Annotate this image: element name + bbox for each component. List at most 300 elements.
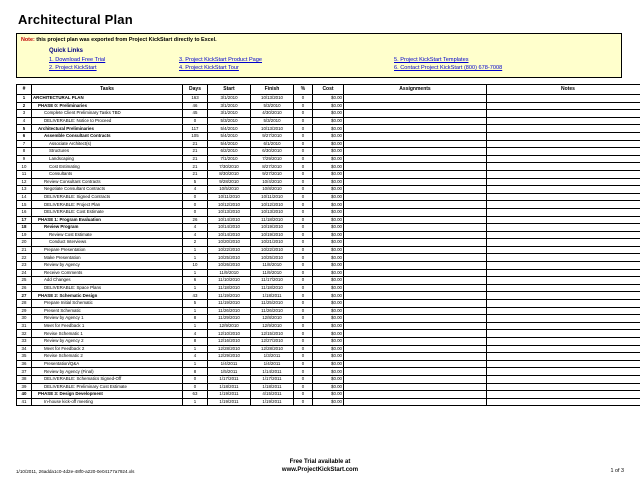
cell-notes (487, 193, 640, 201)
cell-days: 0 (183, 375, 208, 383)
cell-num: 5 (17, 125, 32, 133)
table-row[interactable] (17, 216, 640, 224)
cell-assignments (344, 231, 487, 239)
table-row[interactable] (17, 224, 640, 232)
cell-num: 18 (17, 224, 32, 232)
cell-notes (487, 262, 640, 270)
cell-days: 2 (183, 239, 208, 247)
footer-file-info: 1/10/2011, 26adda1c0-4d2e-48f0-a220-0e04177a7924.xls (16, 469, 135, 474)
cell-cost: $0.00 (313, 231, 344, 239)
cell-task: Landscaping (32, 155, 183, 163)
cell-assignments (344, 254, 487, 262)
table-row[interactable] (17, 239, 640, 247)
cell-finish: 11/18/2010 (251, 216, 294, 224)
cell-cost: $0.00 (313, 338, 344, 346)
cell-start: 10/14/2010 (208, 231, 251, 239)
cell-start: 7/30/2010 (208, 163, 251, 171)
cell-days: 26 (183, 216, 208, 224)
header-assignments: Assignments (344, 85, 487, 95)
cell-start: 7/1/2010 (208, 155, 251, 163)
cell-notes (487, 239, 640, 247)
cell-task: ARCHITECTURAL PLAN (32, 95, 183, 103)
cell-task: Receive Comments (32, 269, 183, 277)
cell-percent: 0 (294, 140, 313, 148)
cell-task: Review by Agency 1 (32, 315, 183, 323)
cell-percent: 0 (294, 307, 313, 315)
cell-percent: 0 (294, 239, 313, 247)
cell-assignments (344, 269, 487, 277)
cell-start: 11/19/2010 (208, 300, 251, 308)
cell-days: 8 (183, 338, 208, 346)
footer-promo-url: www.ProjectKickStart.com (281, 467, 359, 473)
header-notes: Notes (487, 85, 640, 95)
table-row[interactable] (17, 375, 640, 383)
cell-start: 3/1/2010 (208, 102, 251, 110)
cell-days: 1 (183, 307, 208, 315)
cell-assignments (344, 117, 487, 125)
cell-start: 10/13/2010 (208, 208, 251, 216)
cell-task: Negotiate Consultant Contracts (32, 186, 183, 194)
cell-days: 21 (183, 140, 208, 148)
cell-num: 24 (17, 269, 32, 277)
cell-start: 9/28/2010 (208, 178, 251, 186)
table-row[interactable] (17, 315, 640, 323)
cell-assignments (344, 262, 487, 270)
cell-finish: 10/19/2010 (251, 224, 294, 232)
cell-assignments (344, 239, 487, 247)
cell-cost: $0.00 (313, 208, 344, 216)
cell-num: 9 (17, 155, 32, 163)
cell-assignments (344, 330, 487, 338)
cell-notes (487, 132, 640, 140)
cell-num: 1 (17, 95, 32, 103)
cell-assignments (344, 284, 487, 292)
cell-start: 11/19/2010 (208, 292, 251, 300)
cell-start: 10/22/2010 (208, 246, 251, 254)
cell-cost: $0.00 (313, 95, 344, 103)
cell-days: 21 (183, 148, 208, 156)
cell-task: Meet for Feedback 2 (32, 345, 183, 353)
cell-task: PHASE 1: Program Evaluation (32, 216, 183, 224)
cell-cost: $0.00 (313, 315, 344, 323)
table-row[interactable] (17, 95, 640, 103)
cell-start: 11/26/2010 (208, 307, 251, 315)
cell-percent: 0 (294, 110, 313, 118)
cell-assignments (344, 391, 487, 399)
cell-percent: 0 (294, 178, 313, 186)
cell-task: Complete Client Preliminary Tasks TBD (32, 110, 183, 118)
cell-notes (487, 216, 640, 224)
cell-finish: 10/13/2010 (251, 95, 294, 103)
cell-finish: 5/3/2010 (251, 102, 294, 110)
cell-cost: $0.00 (313, 155, 344, 163)
cell-finish: 10/19/2010 (251, 231, 294, 239)
table-row[interactable] (17, 132, 640, 140)
cell-finish: 1/4/2011 (251, 360, 294, 368)
cell-task: Review Consultant Contracts (32, 178, 183, 186)
cell-days: 4 (183, 231, 208, 239)
table-row[interactable] (17, 110, 640, 118)
table-row[interactable] (17, 117, 640, 125)
cell-finish: 10/22/2010 (251, 246, 294, 254)
cell-assignments (344, 375, 487, 383)
cell-start: 11/29/2010 (208, 315, 251, 323)
cell-days: 4 (183, 224, 208, 232)
cell-task: Review by Agency (Final) (32, 368, 183, 376)
table-row[interactable] (17, 277, 640, 285)
cell-finish: 1/18/2011 (251, 383, 294, 391)
table-row[interactable] (17, 193, 640, 201)
cell-assignments (344, 193, 487, 201)
cell-cost: $0.00 (313, 178, 344, 186)
cell-task: Prepare Initial Schematic (32, 300, 183, 308)
cell-finish: 11/8/2010 (251, 262, 294, 270)
cell-assignments (344, 102, 487, 110)
cell-percent: 0 (294, 300, 313, 308)
cell-days: 43 (183, 292, 208, 300)
cell-notes (487, 170, 640, 178)
cell-assignments (344, 148, 487, 156)
cell-num: 37 (17, 368, 32, 376)
cell-days: 1 (183, 322, 208, 330)
cell-start: 1/5/2011 (208, 368, 251, 376)
cell-assignments (344, 186, 487, 194)
table-row[interactable] (17, 383, 640, 391)
cell-notes (487, 338, 640, 346)
link-product-page[interactable]: 3. Project KickStart Product Page (179, 57, 263, 63)
cell-finish: 1/3/2011 (251, 353, 294, 361)
cell-start: 12/29/2010 (208, 353, 251, 361)
cell-task: Associate Architect(s) (32, 140, 183, 148)
cell-days: 4 (183, 330, 208, 338)
footer-promo-line1: Free Trial available at (289, 459, 351, 465)
cell-percent: 0 (294, 315, 313, 323)
link-download-free-trial[interactable]: 1. Download Free Trial (49, 57, 106, 63)
table-row[interactable] (17, 300, 640, 308)
cell-num: 22 (17, 254, 32, 262)
cell-finish: 10/21/2010 (251, 239, 294, 247)
cell-num: 13 (17, 186, 32, 194)
cell-start: 3/1/2010 (208, 95, 251, 103)
cell-cost: $0.00 (313, 117, 344, 125)
table-row[interactable] (17, 322, 640, 330)
cell-percent: 0 (294, 368, 313, 376)
note-prefix: Note: (21, 37, 35, 43)
cell-assignments (344, 246, 487, 254)
cell-assignments (344, 353, 487, 361)
cell-num: 28 (17, 300, 32, 308)
cell-start: 12/28/2010 (208, 345, 251, 353)
cell-finish: 10/4/2010 (251, 178, 294, 186)
cell-notes (487, 102, 640, 110)
cell-cost: $0.00 (313, 102, 344, 110)
cell-percent: 0 (294, 391, 313, 399)
table-row[interactable] (17, 307, 640, 315)
cell-notes (487, 178, 640, 186)
cell-assignments (344, 322, 487, 330)
cell-task: Present Schematic (32, 307, 183, 315)
cell-cost: $0.00 (313, 284, 344, 292)
cell-notes (487, 398, 640, 406)
cell-days: 21 (183, 170, 208, 178)
table-row[interactable] (17, 284, 640, 292)
cell-percent: 0 (294, 193, 313, 201)
cell-notes (487, 322, 640, 330)
table-row[interactable] (17, 148, 640, 156)
link-templates[interactable]: 5. Project KickStart Templates (394, 57, 469, 63)
cell-notes (487, 254, 640, 262)
cell-num: 20 (17, 239, 32, 247)
cell-finish: 5/3/2010 (251, 117, 294, 125)
cell-finish: 12/9/2010 (251, 322, 294, 330)
cell-cost: $0.00 (313, 132, 344, 140)
cell-days: 45 (183, 110, 208, 118)
cell-assignments (344, 345, 487, 353)
table-row[interactable] (17, 398, 640, 406)
cell-percent: 0 (294, 330, 313, 338)
cell-num: 36 (17, 360, 32, 368)
cell-start: 11/9/2010 (208, 269, 251, 277)
cell-start: 10/5/2010 (208, 186, 251, 194)
cell-notes (487, 391, 640, 399)
cell-task: DELIVERABLE: Notice to Proceed (32, 117, 183, 125)
cell-assignments (344, 155, 487, 163)
cell-percent: 0 (294, 170, 313, 178)
cell-days: 1 (183, 246, 208, 254)
cell-task: DELIVERABLE: Space Plans (32, 284, 183, 292)
cell-num: 17 (17, 216, 32, 224)
cell-percent: 0 (294, 224, 313, 232)
cell-days: 4 (183, 353, 208, 361)
cell-num: 31 (17, 322, 32, 330)
cell-notes (487, 360, 640, 368)
cell-finish: 6/30/2010 (251, 148, 294, 156)
cell-num: 23 (17, 262, 32, 270)
cell-num: 6 (17, 132, 32, 140)
cell-notes (487, 307, 640, 315)
cell-notes (487, 300, 640, 308)
cell-start: 8/30/2010 (208, 170, 251, 178)
cell-finish: 10/25/2010 (251, 254, 294, 262)
link-tour[interactable]: 4. Project KickStart Tour (179, 65, 239, 71)
cell-cost: $0.00 (313, 140, 344, 148)
cell-notes (487, 277, 640, 285)
cell-cost: $0.00 (313, 322, 344, 330)
cell-start: 12/9/2010 (208, 322, 251, 330)
cell-cost: $0.00 (313, 398, 344, 406)
cell-finish: 11/9/2010 (251, 269, 294, 277)
cell-assignments (344, 277, 487, 285)
cell-task: PHASE 3: Design Development (32, 391, 183, 399)
cell-num: 39 (17, 383, 32, 391)
header-percent: % (294, 85, 313, 95)
cell-cost: $0.00 (313, 254, 344, 262)
cell-percent: 0 (294, 231, 313, 239)
cell-percent: 0 (294, 277, 313, 285)
cell-start: 10/14/2010 (208, 216, 251, 224)
cell-start: 5/4/2010 (208, 125, 251, 133)
cell-assignments (344, 300, 487, 308)
table-body (17, 95, 640, 406)
table-row[interactable] (17, 330, 640, 338)
table-row[interactable] (17, 269, 640, 277)
cell-cost: $0.00 (313, 307, 344, 315)
cell-num: 41 (17, 398, 32, 406)
cell-cost: $0.00 (313, 345, 344, 353)
cell-days: 1 (183, 254, 208, 262)
link-project-kickstart[interactable]: 2. Project KickStart (49, 65, 97, 71)
cell-cost: $0.00 (313, 300, 344, 308)
cell-percent: 0 (294, 95, 313, 103)
cell-cost: $0.00 (313, 170, 344, 178)
cell-assignments (344, 224, 487, 232)
cell-days: 0 (183, 117, 208, 125)
cell-start: 5/4/2010 (208, 140, 251, 148)
table-row[interactable] (17, 125, 640, 133)
cell-num: 19 (17, 231, 32, 239)
cell-percent: 0 (294, 262, 313, 270)
cell-num: 10 (17, 163, 32, 171)
cell-start: 1/18/2011 (208, 383, 251, 391)
cell-assignments (344, 208, 487, 216)
cell-cost: $0.00 (313, 193, 344, 201)
cell-percent: 0 (294, 345, 313, 353)
table-row[interactable] (17, 345, 640, 353)
cell-notes (487, 224, 640, 232)
cell-task: DELIVERABLE: Signed Contracts (32, 193, 183, 201)
table-row[interactable] (17, 231, 640, 239)
cell-start: 10/14/2010 (208, 224, 251, 232)
cell-start: 6/2/2010 (208, 148, 251, 156)
cell-finish: 1/18/2011 (251, 292, 294, 300)
cell-finish: 11/18/2010 (251, 284, 294, 292)
cell-cost: $0.00 (313, 383, 344, 391)
cell-task: DELIVERABLE: Project Plan (32, 201, 183, 209)
cell-cost: $0.00 (313, 375, 344, 383)
cell-finish: 4/15/2011 (251, 391, 294, 399)
table-row[interactable] (17, 201, 640, 209)
cell-task: Add Changes (32, 277, 183, 285)
table-row[interactable] (17, 338, 640, 346)
table-row[interactable] (17, 391, 640, 399)
cell-num: 4 (17, 117, 32, 125)
cell-start: 12/16/2010 (208, 338, 251, 346)
cell-finish: 6/1/2010 (251, 140, 294, 148)
cell-percent: 0 (294, 148, 313, 156)
header-days: Days (183, 85, 208, 95)
cell-finish: 12/15/2010 (251, 330, 294, 338)
footer-promo (16, 458, 624, 474)
cell-notes (487, 140, 640, 148)
cell-cost: $0.00 (313, 391, 344, 399)
table-row[interactable] (17, 368, 640, 376)
table-header-row (17, 85, 640, 95)
cell-start: 10/26/2010 (208, 262, 251, 270)
cell-start: 5/4/2010 (208, 132, 251, 140)
cell-percent: 0 (294, 102, 313, 110)
cell-finish: 9/27/2010 (251, 170, 294, 178)
cell-finish: 10/13/2010 (251, 208, 294, 216)
cell-assignments (344, 132, 487, 140)
link-contact[interactable]: 6. Contact Project KickStart (800) 678-7008 (394, 65, 503, 71)
cell-notes (487, 375, 640, 383)
cell-percent: 0 (294, 375, 313, 383)
cell-finish: 8/27/2010 (251, 163, 294, 171)
cell-percent: 0 (294, 163, 313, 171)
cell-assignments (344, 163, 487, 171)
cell-percent: 0 (294, 284, 313, 292)
table-row[interactable] (17, 353, 640, 361)
cell-task: Assemble Consultant Contracts (32, 132, 183, 140)
table-row[interactable] (17, 163, 640, 171)
cell-cost: $0.00 (313, 216, 344, 224)
cell-finish: 1/19/2011 (251, 398, 294, 406)
table-row[interactable] (17, 262, 640, 270)
footer-page-number: 1 of 3 (610, 468, 624, 474)
cell-notes (487, 95, 640, 103)
cell-days: 1 (183, 398, 208, 406)
cell-days: 21 (183, 163, 208, 171)
table-row[interactable] (17, 246, 640, 254)
cell-notes (487, 110, 640, 118)
cell-percent: 0 (294, 338, 313, 346)
cell-finish: 10/12/2010 (251, 201, 294, 209)
table-row[interactable] (17, 254, 640, 262)
table-row[interactable] (17, 292, 640, 300)
cell-num: 25 (17, 277, 32, 285)
cell-finish: 12/28/2010 (251, 345, 294, 353)
cell-task: Revise Schematic 1 (32, 330, 183, 338)
cell-task: Meet for Feedback 1 (32, 322, 183, 330)
quick-links (49, 56, 617, 72)
cell-days: 1 (183, 284, 208, 292)
table-row[interactable] (17, 178, 640, 186)
cell-start: 1/19/2011 (208, 398, 251, 406)
cell-num: 32 (17, 330, 32, 338)
cell-task: Conduct Interviews (32, 239, 183, 247)
cell-task: Presentation/Q&A (32, 360, 183, 368)
cell-days: 21 (183, 155, 208, 163)
cell-start: 11/10/2010 (208, 277, 251, 285)
cell-num: 27 (17, 292, 32, 300)
cell-task: PHASE 2: Schematic Design (32, 292, 183, 300)
table-row[interactable] (17, 186, 640, 194)
cell-notes (487, 208, 640, 216)
cell-finish: 1/14/2011 (251, 368, 294, 376)
cell-finish: 12/27/2010 (251, 338, 294, 346)
cell-finish: 11/26/2010 (251, 307, 294, 315)
cell-notes (487, 231, 640, 239)
cell-task: Cost Estimating (32, 163, 183, 171)
table-row[interactable] (17, 208, 640, 216)
cell-percent: 0 (294, 292, 313, 300)
table-row[interactable] (17, 155, 640, 163)
table-row[interactable] (17, 360, 640, 368)
header-cost: Cost (313, 85, 344, 95)
cell-assignments (344, 140, 487, 148)
cell-cost: $0.00 (313, 262, 344, 270)
page-footer (16, 459, 624, 474)
cell-task: Make Presentation (32, 254, 183, 262)
cell-finish: 7/29/2010 (251, 155, 294, 163)
table-row[interactable] (17, 102, 640, 110)
cell-task: DELIVERABLE: Preliminary Cost Estimate (32, 383, 183, 391)
task-table (16, 84, 640, 406)
cell-percent: 0 (294, 125, 313, 133)
table-row[interactable] (17, 140, 640, 148)
cell-percent: 0 (294, 155, 313, 163)
table-row[interactable] (17, 170, 640, 178)
